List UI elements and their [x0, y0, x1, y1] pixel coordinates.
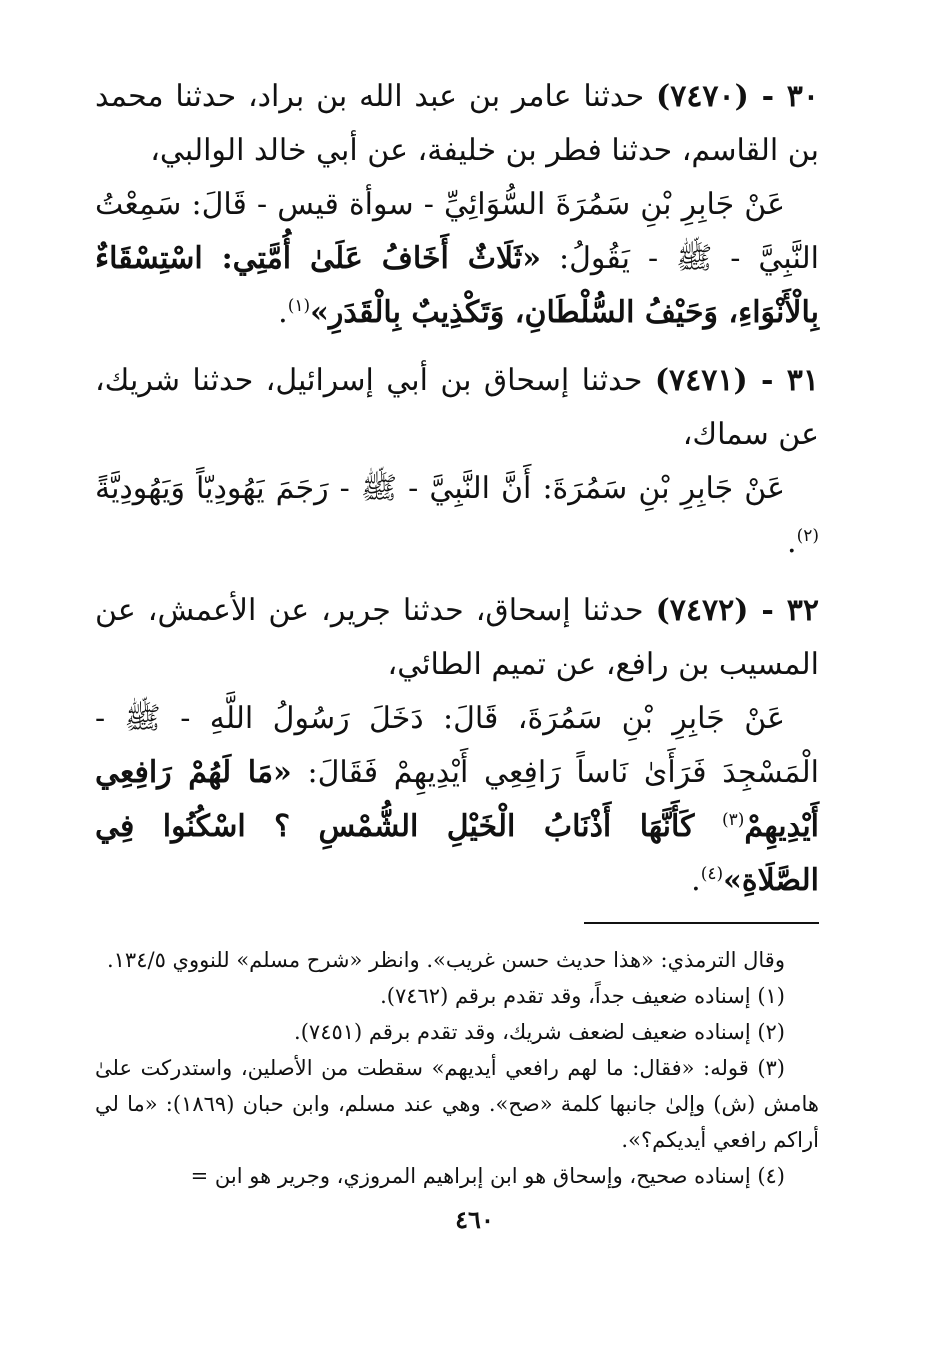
isnad	[95, 584, 819, 692]
isnad-text: حدثنا عامر بن عبد الله بن براد، حدثنا محمد بن القاسم، حدثنا فطر بن خليفة، عن أبي خالد الوالبي،	[95, 79, 819, 168]
matn-quote-part-1: «مَا لَهُمْ رَافِعِي أَيْدِيهِمْ	[95, 755, 819, 844]
sentence-end: .	[278, 295, 288, 330]
isnad	[95, 354, 819, 462]
footnote-4: (٤) إسناده صحيح، وإسحاق هو ابن إبراهيم المروزي، وجرير هو ابن =	[190, 1164, 785, 1188]
footnote-mark: (٤)	[700, 864, 724, 884]
hadith-number: ٣٠ - (٧٤٧٠)	[656, 79, 819, 114]
hadith-number: ٣٢ - (٧٤٧٢)	[655, 593, 819, 628]
footnote-separator	[584, 922, 819, 924]
footnote-mark: (٣)	[722, 810, 745, 830]
footnote-1: (١) إسناده ضعيف جداً، وقد تقدم برقم (٧٤٦٢).	[380, 984, 785, 1008]
footnote-3: (٣) قوله: «فقال: ما لهم رافعي أيديهم» سقطت من الأصلين، واستدركت علىٰ هامش (ش) وإلىٰ جانبها كلمة «صح». وهي عند مسلم، وابن حبان (١٨٦٩): «ما لي أراكم رافعي أيديكم؟».	[95, 1056, 819, 1152]
footnote-mark: (٢)	[796, 526, 819, 546]
matn	[95, 692, 819, 908]
matn-intro: عَنْ جَابِرِ بْنِ سَمُرَةَ: أَنَّ النَّبِيَّ - ﷺ - رَجَمَ يَهُودِيّاً وَيَهُودِيَّةً	[95, 471, 785, 506]
hadith-32	[95, 584, 819, 908]
isnad	[95, 70, 819, 178]
matn-intro: عَنْ جَابِرِ بْنِ سَمُرَةَ، قَالَ: دَخَلَ رَسُولُ اللَّهِ - ﷺ - الْمَسْجِدَ فَرَأَىٰ نَاساً رَافِعِي أَيْدِيهِمْ فَقَالَ:	[95, 701, 819, 790]
tirmidhi-note: وقال الترمذي: «هذا حديث حسن غريب». وانظر «شرح مسلم» للنووي ١٣٤/٥.	[106, 948, 785, 972]
footnote-mark: (١)	[287, 296, 311, 316]
footnote-2: (٢) إسناده ضعيف لضعف شريك، وقد تقدم برقم (٧٤٥١).	[294, 1020, 785, 1044]
sentence-end: .	[787, 525, 797, 560]
hadith-31	[95, 354, 819, 570]
matn-intro: عَنْ جَابِرِ بْنِ سَمُرَةَ السُّوَائِيِّ - سوأة قيس - قَالَ: سَمِعْتُ النَّبِيَّ - ﷺ - يَقُولُ:	[95, 187, 820, 276]
page-body	[95, 70, 819, 1194]
footnotes	[95, 942, 819, 1194]
hadith-30	[95, 70, 819, 340]
matn-quote-part-2: كَأَنَّهَا أَذْنَابُ الْخَيْلِ الشُّمْسِ ؟ اسْكُنُوا فِي الصَّلَاةِ»	[95, 809, 819, 898]
sentence-end: .	[691, 863, 701, 898]
matn	[95, 178, 819, 340]
matn-quote: «ثَلَاثٌ أَخَافُ عَلَىٰ أُمَّتِي: اسْتِسْقَاءٌ بِالْأَنْوَاءِ، وَحَيْفُ السُّلْطَانِ، وَتَكْذِيبٌ بِالْقَدَرِ»	[95, 241, 819, 330]
isnad-text: حدثنا إسحاق، حدثنا جرير، عن الأعمش، عن المسيب بن رافع، عن تميم الطائي،	[95, 593, 819, 682]
hadith-number: ٣١ - (٧٤٧١)	[654, 363, 819, 398]
matn	[95, 462, 819, 570]
isnad-text: حدثنا إسحاق بن أبي إسرائيل، حدثنا شريك، عن سماك،	[95, 363, 819, 452]
page-number: ٤٦٠	[455, 1205, 494, 1234]
